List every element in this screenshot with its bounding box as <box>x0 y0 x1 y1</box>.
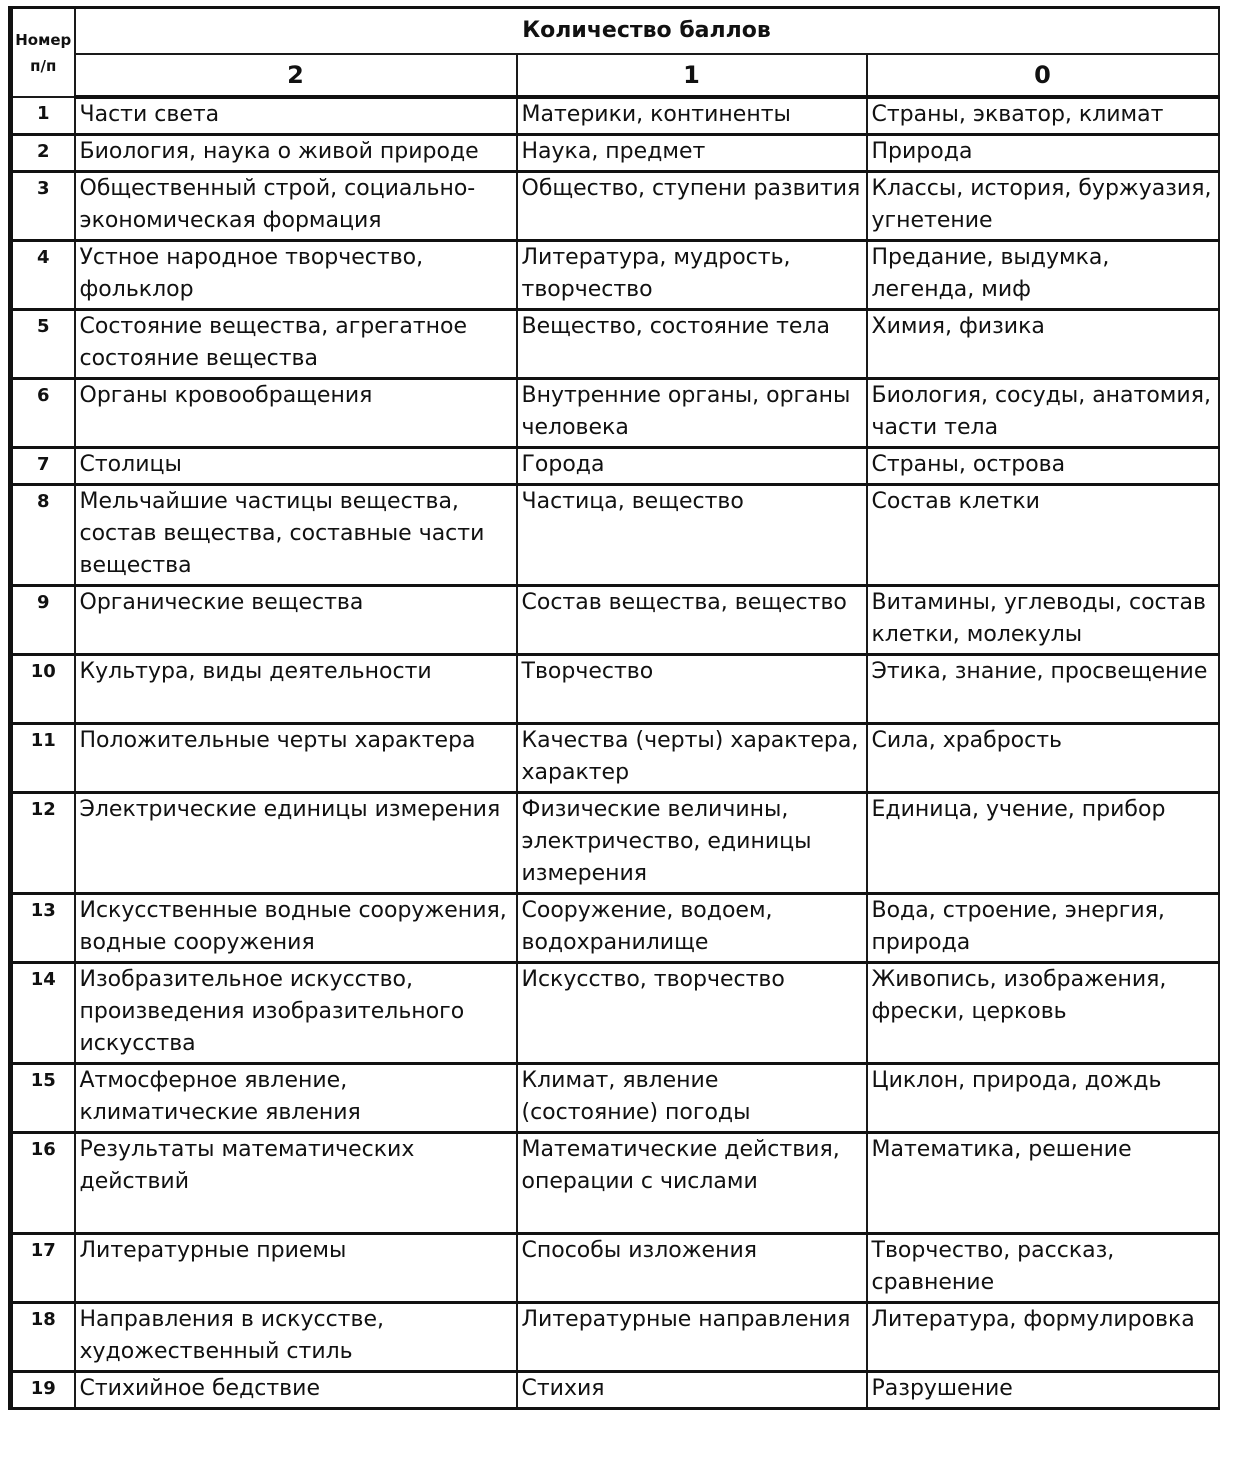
score-0-cell: Творчество, рассказ, сравнение <box>867 1234 1219 1303</box>
row-number-cell: 13 <box>11 894 75 963</box>
score-0-cell: Циклон, природа, дождь <box>867 1064 1219 1133</box>
score-2-cell: Стихийное бедствие <box>75 1372 517 1409</box>
row-number-cell: 11 <box>11 724 75 793</box>
score-2-cell: Общественный строй, социально-экономическая формация <box>75 172 517 241</box>
table-body <box>11 97 1219 1409</box>
row-number-cell: 16 <box>11 1133 75 1234</box>
score-2-cell: Атмосферное явление, климатические явления <box>75 1064 517 1133</box>
score-1-cell: Качества (черты) характера, характер <box>517 724 867 793</box>
table-row <box>11 1303 1219 1372</box>
score-2-cell: Литературные приемы <box>75 1234 517 1303</box>
score-group-header: Количество баллов <box>75 8 1219 55</box>
score-1-cell: Способы изложения <box>517 1234 867 1303</box>
score-2-cell: Культура, виды деятельности <box>75 655 517 724</box>
score-2-cell: Состояние вещества, агрегатное состояние вещества <box>75 310 517 379</box>
score-1-cell: Города <box>517 448 867 485</box>
score-0-cell: Разрушение <box>867 1372 1219 1409</box>
score-2-cell: Органы кровообращения <box>75 379 517 448</box>
score-0-cell: Витамины, углеводы, состав клетки, молекулы <box>867 586 1219 655</box>
table-row <box>11 310 1219 379</box>
score-1-cell: Литература, мудрость, творчество <box>517 241 867 310</box>
score-2-cell: Органические вещества <box>75 586 517 655</box>
score-1-cell: Стихия <box>517 1372 867 1409</box>
table-row <box>11 586 1219 655</box>
score-2-cell: Изобразительное искусство, произведения изобразительного искусства <box>75 963 517 1064</box>
score-1-cell: Физические величины, электричество, единицы измерения <box>517 793 867 894</box>
score-1-cell: Сооружение, водоем, водохранилище <box>517 894 867 963</box>
row-number-cell: 3 <box>11 172 75 241</box>
score-2-cell: Результаты математических действий <box>75 1133 517 1234</box>
score-1-header: 1 <box>517 54 867 97</box>
scoring-table <box>8 6 1220 1410</box>
score-0-cell: Этика, знание, просвещение <box>867 655 1219 724</box>
score-0-cell: Живопись, изображения, фрески, церковь <box>867 963 1219 1064</box>
score-2-cell: Положительные черты характера <box>75 724 517 793</box>
row-number-cell: 12 <box>11 793 75 894</box>
score-1-cell: Климат, явление (состояние) погоды <box>517 1064 867 1133</box>
score-0-cell: Классы, история, буржуазия, угнетение <box>867 172 1219 241</box>
row-number-cell: 17 <box>11 1234 75 1303</box>
score-2-cell: Мельчайшие частицы вещества, состав вещества, составные части вещества <box>75 485 517 586</box>
row-number-cell: 6 <box>11 379 75 448</box>
table-row <box>11 724 1219 793</box>
table-row <box>11 172 1219 241</box>
score-1-cell: Внутренние органы, органы человека <box>517 379 867 448</box>
score-0-cell: Химия, физика <box>867 310 1219 379</box>
row-number-cell: 18 <box>11 1303 75 1372</box>
score-2-cell: Направления в искусстве, художественный стиль <box>75 1303 517 1372</box>
score-0-cell: Литература, формулировка <box>867 1303 1219 1372</box>
table-row <box>11 97 1219 135</box>
document-page <box>8 6 1216 1410</box>
score-0-cell: Вода, строение, энергия, природа <box>867 894 1219 963</box>
score-0-cell: Страны, экватор, климат <box>867 97 1219 135</box>
score-1-cell: Наука, предмет <box>517 135 867 172</box>
table-row <box>11 894 1219 963</box>
table-row <box>11 379 1219 448</box>
table-row <box>11 655 1219 724</box>
table-row <box>11 1234 1219 1303</box>
score-0-cell: Сила, храбрость <box>867 724 1219 793</box>
score-1-cell: Искусство, творчество <box>517 963 867 1064</box>
score-0-cell: Математика, решение <box>867 1133 1219 1234</box>
row-number-cell: 8 <box>11 485 75 586</box>
score-0-cell: Страны, острова <box>867 448 1219 485</box>
score-1-cell: Состав вещества, вещество <box>517 586 867 655</box>
row-number-cell: 1 <box>11 97 75 135</box>
score-1-cell: Математические действия, операции с числами <box>517 1133 867 1234</box>
row-number-cell: 7 <box>11 448 75 485</box>
score-0-cell: Состав клетки <box>867 485 1219 586</box>
row-number-cell: 9 <box>11 586 75 655</box>
row-number-cell: 10 <box>11 655 75 724</box>
row-number-cell: 5 <box>11 310 75 379</box>
number-column-header: Номер п/п <box>11 8 75 98</box>
score-2-cell: Электрические единицы измерения <box>75 793 517 894</box>
score-1-cell: Материки, континенты <box>517 97 867 135</box>
score-1-cell: Литературные направления <box>517 1303 867 1372</box>
table-row <box>11 793 1219 894</box>
table-row <box>11 1133 1219 1234</box>
row-number-cell: 4 <box>11 241 75 310</box>
score-2-cell: Биология, наука о живой природе <box>75 135 517 172</box>
score-1-cell: Вещество, состояние тела <box>517 310 867 379</box>
score-1-cell: Творчество <box>517 655 867 724</box>
score-2-cell: Устное народное творчество, фольклор <box>75 241 517 310</box>
row-number-cell: 19 <box>11 1372 75 1409</box>
table-row <box>11 1372 1219 1409</box>
score-2-cell: Столицы <box>75 448 517 485</box>
score-1-cell: Общество, ступени развития <box>517 172 867 241</box>
score-0-cell: Природа <box>867 135 1219 172</box>
table-row <box>11 135 1219 172</box>
table-row <box>11 963 1219 1064</box>
score-2-cell: Части света <box>75 97 517 135</box>
table-row <box>11 1064 1219 1133</box>
score-0-cell: Биология, сосуды, анатомия, части тела <box>867 379 1219 448</box>
table-row <box>11 241 1219 310</box>
table-row <box>11 448 1219 485</box>
score-0-header: 0 <box>867 54 1219 97</box>
row-number-cell: 14 <box>11 963 75 1064</box>
table-header <box>11 8 1219 98</box>
row-number-cell: 15 <box>11 1064 75 1133</box>
score-2-header: 2 <box>75 54 517 97</box>
score-0-cell: Предание, выдумка, легенда, миф <box>867 241 1219 310</box>
row-number-cell: 2 <box>11 135 75 172</box>
table-row <box>11 485 1219 586</box>
score-0-cell: Единица, учение, прибор <box>867 793 1219 894</box>
score-1-cell: Частица, вещество <box>517 485 867 586</box>
score-2-cell: Искусственные водные сооружения, водные сооружения <box>75 894 517 963</box>
